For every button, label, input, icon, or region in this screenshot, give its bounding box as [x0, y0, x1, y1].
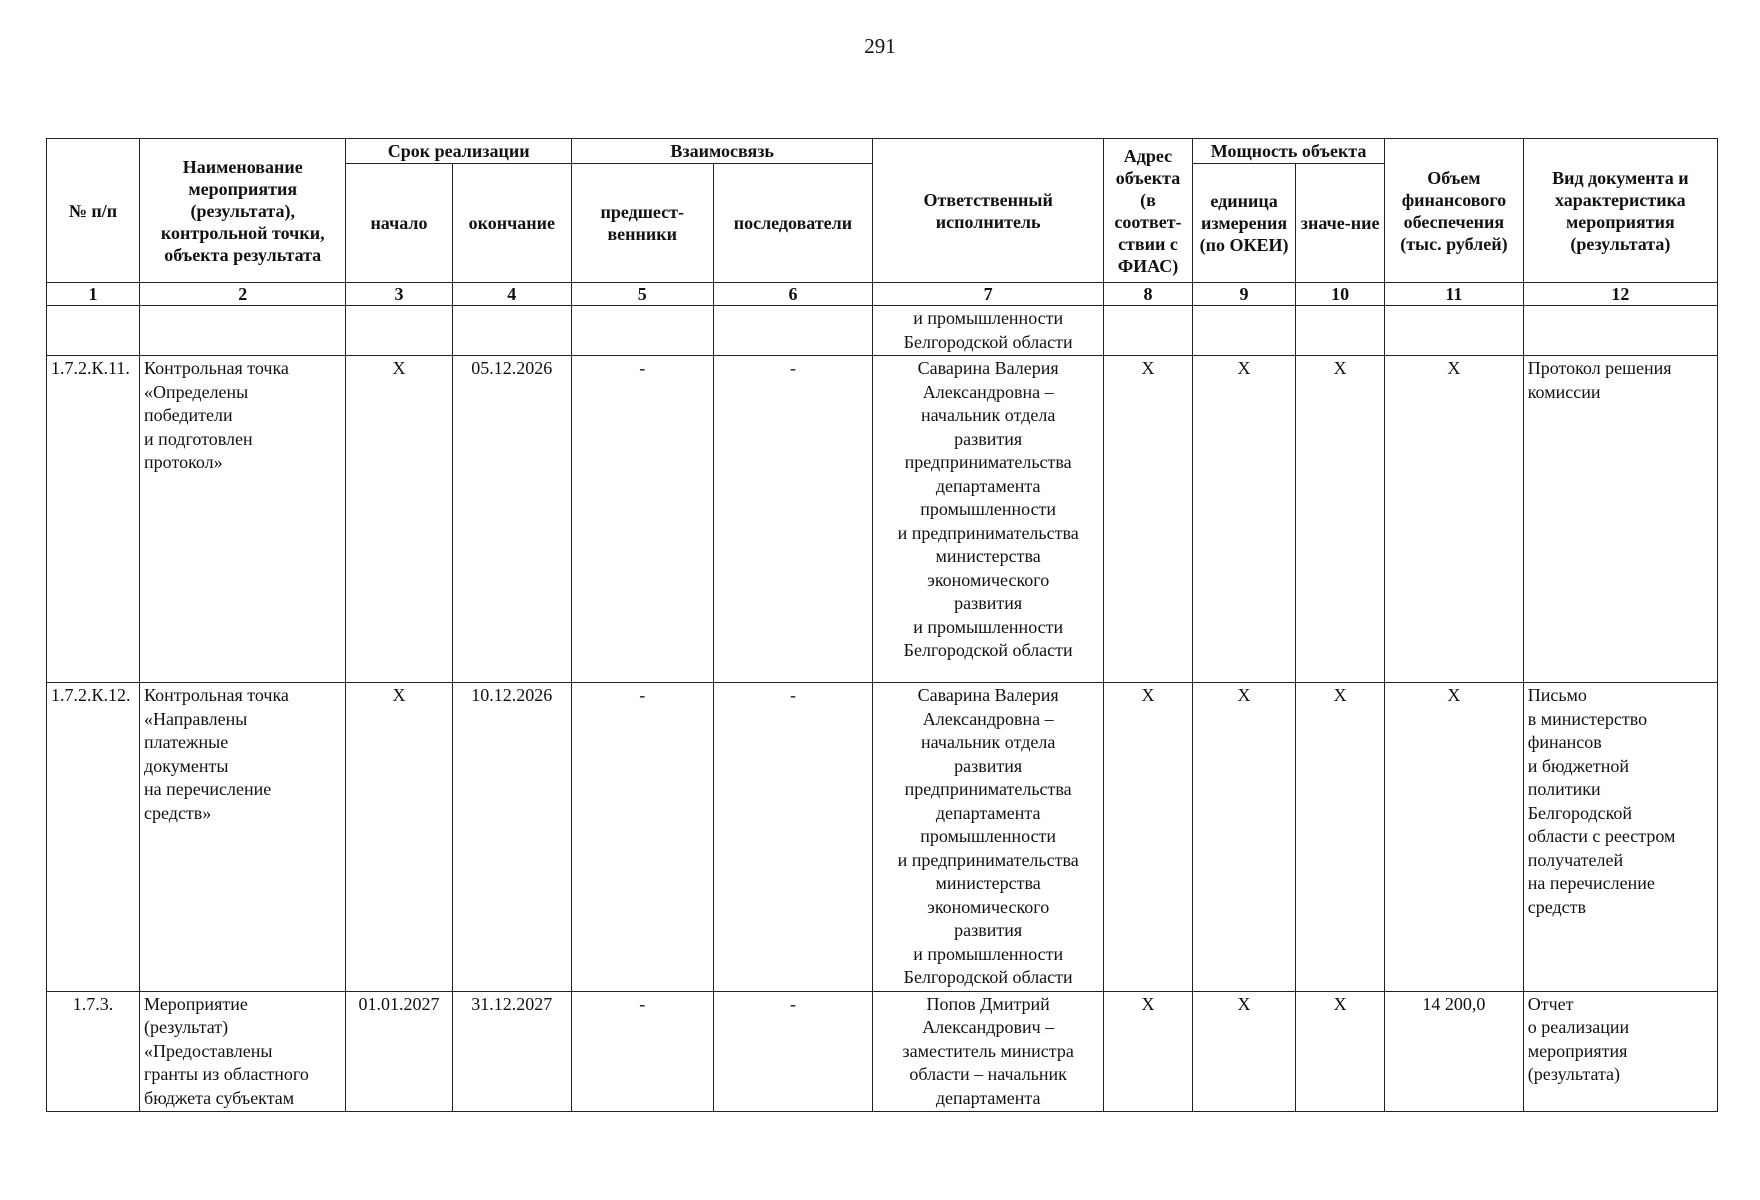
- text-line: и промышленности: [913, 943, 1064, 964]
- table-row: [47, 991, 1718, 1112]
- cell-responsible: [873, 991, 1104, 1112]
- column-number: 3: [346, 283, 452, 306]
- text-line: и предпринимательства: [897, 522, 1079, 543]
- cell-start: X: [346, 683, 452, 992]
- cell-unit: [1192, 306, 1295, 356]
- cell-code: 1.7.2.К.12.: [47, 683, 140, 992]
- text-line: экономического: [927, 569, 1050, 590]
- header-period: Срок реализации: [346, 139, 572, 164]
- column-number: 12: [1523, 283, 1717, 306]
- cell-value: X: [1296, 356, 1385, 683]
- text-line: департамента: [935, 1087, 1041, 1108]
- text-line: и подготовлен: [144, 428, 253, 449]
- text-line: средств: [1527, 896, 1586, 917]
- column-number: 4: [452, 283, 571, 306]
- text-line: мероприятия: [1527, 1040, 1628, 1061]
- text-line: на перечисление: [1527, 873, 1655, 893]
- text-line: (результат): [144, 1017, 229, 1037]
- cell-name: [140, 683, 346, 992]
- text-line: Попов Дмитрий: [926, 993, 1050, 1014]
- text-line: предпринимательства: [904, 779, 1072, 799]
- text-line: и бюджетной: [1527, 755, 1630, 776]
- cell-successors: -: [713, 683, 873, 992]
- cell-predecessors: -: [571, 991, 713, 1112]
- text-line: получателей: [1527, 849, 1624, 870]
- text-line: победители: [144, 405, 233, 425]
- cell-predecessors: -: [571, 356, 713, 683]
- text-line: «Предоставлены: [144, 1040, 273, 1061]
- text-line: Мероприятие: [144, 993, 248, 1014]
- text-line: Саварина Валерия: [917, 358, 1059, 378]
- cell-unit: X: [1192, 683, 1295, 992]
- text-line: бюджета субъектам: [144, 1087, 295, 1108]
- text-line: департамента: [935, 802, 1041, 823]
- text-line: Александровна –: [922, 708, 1054, 729]
- text-line: области – начальник: [909, 1064, 1067, 1084]
- cell-name: [140, 991, 346, 1112]
- header-successors: последователи: [713, 164, 873, 283]
- text-line: предпринимательства: [904, 452, 1072, 472]
- cell-end: 10.12.2026: [452, 683, 571, 992]
- text-line: Письмо: [1527, 685, 1587, 705]
- cell-finance: X: [1385, 356, 1524, 683]
- cell-predecessors: [571, 306, 713, 356]
- text-line: на перечисление: [144, 779, 272, 799]
- text-line: гранты из областного: [144, 1064, 309, 1084]
- text-line: Белгородской: [1527, 802, 1633, 823]
- text-line: Александровна –: [922, 381, 1054, 402]
- text-line: начальник отдела: [921, 405, 1056, 425]
- cell-address: [1103, 306, 1192, 356]
- cell-document: [1523, 356, 1717, 683]
- header-start: начало: [346, 164, 452, 283]
- cell-responsible: [873, 306, 1104, 356]
- text-line: Белгородской области: [903, 640, 1073, 660]
- text-line: области с реестром: [1527, 826, 1676, 846]
- cell-value: X: [1296, 991, 1385, 1112]
- column-number: 8: [1103, 283, 1192, 306]
- text-line: «Направлены: [144, 708, 248, 729]
- column-number: 9: [1192, 283, 1295, 306]
- column-number: 7: [873, 283, 1104, 306]
- header-unit: единица измерения (по ОКЕИ): [1192, 164, 1295, 283]
- text-line: (результата): [1527, 1064, 1621, 1084]
- text-line: «Определены: [144, 381, 249, 402]
- cell-end: 05.12.2026: [452, 356, 571, 683]
- text-line: средств»: [144, 802, 212, 823]
- table-row: [47, 683, 1718, 992]
- text-line: финансов: [1527, 732, 1602, 752]
- cell-successors: -: [713, 991, 873, 1112]
- column-number: 11: [1385, 283, 1524, 306]
- header-no: № п/п: [47, 139, 140, 283]
- header-finance: Объем финансового обеспечения (тыс. рублей): [1385, 139, 1524, 283]
- cell-value: X: [1296, 683, 1385, 992]
- cell-predecessors: -: [571, 683, 713, 992]
- text-line: промышленности: [920, 499, 1057, 519]
- text-line: заместитель министра: [902, 1040, 1074, 1061]
- text-line: Саварина Валерия: [917, 685, 1059, 705]
- cell-start: [346, 306, 452, 356]
- text-line: департамента: [935, 475, 1041, 496]
- cell-successors: [713, 306, 873, 356]
- text-line: протокол»: [144, 452, 223, 472]
- text-line: и промышленности: [913, 308, 1064, 328]
- text-line: Белгородской области: [903, 967, 1073, 987]
- cell-code: 1.7.3.: [47, 991, 140, 1112]
- page-number: 291: [864, 34, 896, 58]
- header-name: Наименование мероприятия (результата), контрольной точки, объекта результата: [140, 139, 346, 283]
- table-row: [47, 356, 1718, 683]
- cell-document: [1523, 991, 1717, 1112]
- cell-start: X: [346, 356, 452, 683]
- cell-address: X: [1103, 683, 1192, 992]
- text-line: комиссии: [1527, 381, 1601, 402]
- column-number: 1: [47, 283, 140, 306]
- text-line: политики: [1527, 779, 1601, 799]
- cell-responsible: [873, 356, 1104, 683]
- cell-name: [140, 356, 346, 683]
- cell-document: [1523, 683, 1717, 992]
- cell-document: [1523, 306, 1717, 356]
- cell-name: [140, 306, 346, 356]
- column-number: 2: [140, 283, 346, 306]
- text-line: Протокол решения: [1527, 358, 1672, 378]
- header-address: Адрес объекта (в соответ-ствии с ФИАС): [1103, 139, 1192, 283]
- cell-successors: -: [713, 356, 873, 683]
- text-line: начальник отдела: [921, 732, 1056, 752]
- cell-finance: 14 200,0: [1385, 991, 1524, 1112]
- header-value: значе-ние: [1296, 164, 1385, 283]
- text-line: Отчет: [1527, 993, 1574, 1014]
- cell-address: X: [1103, 356, 1192, 683]
- text-line: Белгородской области: [903, 331, 1073, 352]
- cell-end: [452, 306, 571, 356]
- cell-responsible: [873, 683, 1104, 992]
- header-predecessors: предшест-венники: [571, 164, 713, 283]
- text-line: Александрович –: [922, 1017, 1055, 1037]
- text-line: министерства: [935, 546, 1041, 566]
- text-line: развития: [954, 428, 1023, 449]
- cell-unit: X: [1192, 356, 1295, 683]
- header-link: Взаимосвязь: [571, 139, 872, 164]
- header-document: Вид документа и характеристика мероприятия (результата): [1523, 139, 1717, 283]
- cell-address: X: [1103, 991, 1192, 1112]
- cell-start: 01.01.2027: [346, 991, 452, 1112]
- cell-value: [1296, 306, 1385, 356]
- cell-finance: X: [1385, 683, 1524, 992]
- cell-unit: X: [1192, 991, 1295, 1112]
- cell-code: [47, 306, 140, 356]
- text-line: о реализации: [1527, 1017, 1630, 1037]
- header-responsible: Ответственный исполнитель: [873, 139, 1104, 283]
- text-line: и предпринимательства: [897, 849, 1079, 870]
- text-line: развития: [954, 755, 1023, 776]
- cell-code: 1.7.2.К.11.: [47, 356, 140, 683]
- text-line: министерства: [935, 873, 1041, 893]
- column-number: 10: [1296, 283, 1385, 306]
- column-number: 5: [571, 283, 713, 306]
- table-row: [47, 306, 1718, 356]
- text-line: промышленности: [920, 826, 1057, 846]
- text-line: Контрольная точка: [144, 358, 289, 378]
- text-line: в министерство: [1527, 708, 1648, 729]
- text-line: развития: [954, 593, 1023, 613]
- column-number: 6: [713, 283, 873, 306]
- cell-finance: [1385, 306, 1524, 356]
- text-line: документы: [144, 755, 229, 776]
- text-line: развития: [954, 920, 1023, 940]
- text-line: платежные: [144, 732, 229, 752]
- plan-table: [46, 138, 1718, 1112]
- header-capacity: Мощность объекта: [1192, 139, 1384, 164]
- cell-end: 31.12.2027: [452, 991, 571, 1112]
- header-end: окончание: [452, 164, 571, 283]
- text-line: экономического: [927, 896, 1050, 917]
- text-line: Контрольная точка: [144, 685, 289, 705]
- text-line: и промышленности: [913, 616, 1064, 637]
